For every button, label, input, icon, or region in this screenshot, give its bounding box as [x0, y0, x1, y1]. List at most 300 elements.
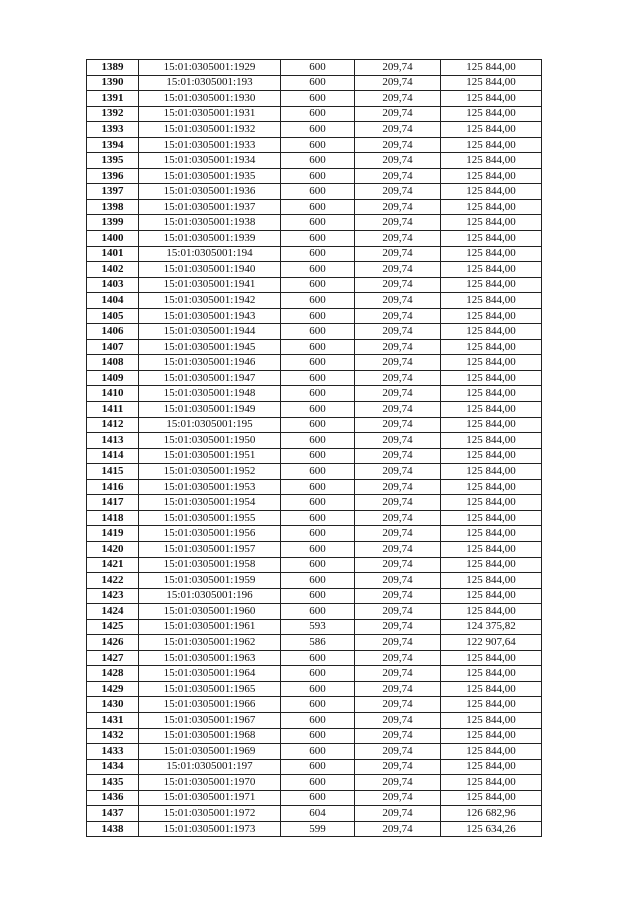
table-row — [87, 402, 542, 418]
row-number-cell: 1436 — [87, 790, 139, 806]
cadastral-number-cell: 15:01:0305001:1966 — [139, 697, 281, 713]
cadastral-number-cell: 15:01:0305001:1961 — [139, 619, 281, 635]
cadastral-number-cell: 15:01:0305001:1968 — [139, 728, 281, 744]
rate-value-cell: 209,74 — [355, 60, 441, 76]
cadastral-number-cell: 15:01:0305001:1951 — [139, 448, 281, 464]
area-value-cell: 600 — [281, 495, 355, 511]
row-number-cell: 1405 — [87, 308, 139, 324]
row-number-cell: 1412 — [87, 417, 139, 433]
cadastral-number-cell: 15:01:0305001:1937 — [139, 199, 281, 215]
table-body — [87, 60, 542, 837]
row-number-cell: 1406 — [87, 324, 139, 340]
row-number-cell: 1434 — [87, 759, 139, 775]
cost-value-cell: 125 844,00 — [441, 231, 542, 247]
cadastral-number-cell: 15:01:0305001:1932 — [139, 122, 281, 138]
rate-value-cell: 209,74 — [355, 775, 441, 791]
cost-value-cell: 125 844,00 — [441, 370, 542, 386]
rate-value-cell: 209,74 — [355, 91, 441, 107]
area-value-cell: 600 — [281, 573, 355, 589]
area-value-cell: 599 — [281, 821, 355, 837]
area-value-cell: 600 — [281, 122, 355, 138]
table-row — [87, 137, 542, 153]
area-value-cell: 600 — [281, 199, 355, 215]
cadastral-number-cell: 15:01:0305001:1949 — [139, 402, 281, 418]
area-value-cell: 600 — [281, 479, 355, 495]
row-number-cell: 1396 — [87, 168, 139, 184]
row-number-cell: 1424 — [87, 604, 139, 620]
row-number-cell: 1427 — [87, 650, 139, 666]
row-number-cell: 1407 — [87, 339, 139, 355]
land-parcel-table — [86, 59, 542, 837]
table-row — [87, 448, 542, 464]
table-row — [87, 91, 542, 107]
row-number-cell: 1438 — [87, 821, 139, 837]
cadastral-number-cell: 15:01:0305001:1934 — [139, 153, 281, 169]
cost-value-cell: 125 844,00 — [441, 122, 542, 138]
table-row — [87, 106, 542, 122]
row-number-cell: 1428 — [87, 666, 139, 682]
table-row — [87, 541, 542, 557]
rate-value-cell: 209,74 — [355, 790, 441, 806]
table-row — [87, 759, 542, 775]
row-number-cell: 1400 — [87, 231, 139, 247]
cost-value-cell: 125 844,00 — [441, 91, 542, 107]
row-number-cell: 1430 — [87, 697, 139, 713]
cadastral-number-cell: 15:01:0305001:1963 — [139, 650, 281, 666]
rate-value-cell: 209,74 — [355, 324, 441, 340]
cadastral-number-cell: 15:01:0305001:1950 — [139, 433, 281, 449]
cost-value-cell: 126 682,96 — [441, 806, 542, 822]
table-row — [87, 464, 542, 480]
cadastral-number-cell: 15:01:0305001:1965 — [139, 681, 281, 697]
area-value-cell: 586 — [281, 635, 355, 651]
row-number-cell: 1389 — [87, 60, 139, 76]
cost-value-cell: 125 844,00 — [441, 339, 542, 355]
rate-value-cell: 209,74 — [355, 464, 441, 480]
rate-value-cell: 209,74 — [355, 122, 441, 138]
cost-value-cell: 125 844,00 — [441, 759, 542, 775]
area-value-cell: 593 — [281, 619, 355, 635]
cadastral-number-cell: 15:01:0305001:195 — [139, 417, 281, 433]
row-number-cell: 1409 — [87, 370, 139, 386]
cadastral-number-cell: 15:01:0305001:1940 — [139, 262, 281, 278]
row-number-cell: 1435 — [87, 775, 139, 791]
cadastral-number-cell: 15:01:0305001:1962 — [139, 635, 281, 651]
area-value-cell: 600 — [281, 386, 355, 402]
cost-value-cell: 125 844,00 — [441, 184, 542, 200]
row-number-cell: 1420 — [87, 541, 139, 557]
cadastral-number-cell: 15:01:0305001:1957 — [139, 541, 281, 557]
cost-value-cell: 125 634,26 — [441, 821, 542, 837]
rate-value-cell: 209,74 — [355, 619, 441, 635]
area-value-cell: 600 — [281, 464, 355, 480]
rate-value-cell: 209,74 — [355, 417, 441, 433]
row-number-cell: 1391 — [87, 91, 139, 107]
area-value-cell: 600 — [281, 417, 355, 433]
cost-value-cell: 125 844,00 — [441, 215, 542, 231]
area-value-cell: 600 — [281, 433, 355, 449]
area-value-cell: 600 — [281, 526, 355, 542]
row-number-cell: 1418 — [87, 510, 139, 526]
row-number-cell: 1402 — [87, 262, 139, 278]
area-value-cell: 600 — [281, 308, 355, 324]
rate-value-cell: 209,74 — [355, 262, 441, 278]
rate-value-cell: 209,74 — [355, 635, 441, 651]
cost-value-cell: 125 844,00 — [441, 262, 542, 278]
cost-value-cell: 125 844,00 — [441, 153, 542, 169]
cost-value-cell: 125 844,00 — [441, 448, 542, 464]
table-row — [87, 712, 542, 728]
table-row — [87, 215, 542, 231]
rate-value-cell: 209,74 — [355, 402, 441, 418]
area-value-cell: 600 — [281, 339, 355, 355]
area-value-cell: 600 — [281, 75, 355, 91]
row-number-cell: 1414 — [87, 448, 139, 464]
cost-value-cell: 125 844,00 — [441, 246, 542, 262]
cadastral-number-cell: 15:01:0305001:1959 — [139, 573, 281, 589]
table-row — [87, 495, 542, 511]
rate-value-cell: 209,74 — [355, 479, 441, 495]
row-number-cell: 1410 — [87, 386, 139, 402]
table-row — [87, 526, 542, 542]
rate-value-cell: 209,74 — [355, 277, 441, 293]
cadastral-number-cell: 15:01:0305001:1944 — [139, 324, 281, 340]
table-row — [87, 386, 542, 402]
rate-value-cell: 209,74 — [355, 759, 441, 775]
row-number-cell: 1419 — [87, 526, 139, 542]
cost-value-cell: 125 844,00 — [441, 106, 542, 122]
cost-value-cell: 125 844,00 — [441, 588, 542, 604]
cadastral-number-cell: 15:01:0305001:197 — [139, 759, 281, 775]
table-row — [87, 728, 542, 744]
cadastral-number-cell: 15:01:0305001:1960 — [139, 604, 281, 620]
rate-value-cell: 209,74 — [355, 728, 441, 744]
cadastral-number-cell: 15:01:0305001:1943 — [139, 308, 281, 324]
table-row — [87, 479, 542, 495]
cadastral-number-cell: 15:01:0305001:193 — [139, 75, 281, 91]
area-value-cell: 600 — [281, 666, 355, 682]
cost-value-cell: 125 844,00 — [441, 510, 542, 526]
cadastral-number-cell: 15:01:0305001:1972 — [139, 806, 281, 822]
row-number-cell: 1416 — [87, 479, 139, 495]
row-number-cell: 1415 — [87, 464, 139, 480]
cost-value-cell: 124 375,82 — [441, 619, 542, 635]
row-number-cell: 1393 — [87, 122, 139, 138]
cost-value-cell: 125 844,00 — [441, 681, 542, 697]
table-row — [87, 573, 542, 589]
area-value-cell: 600 — [281, 744, 355, 760]
rate-value-cell: 209,74 — [355, 386, 441, 402]
rate-value-cell: 209,74 — [355, 106, 441, 122]
cadastral-number-cell: 15:01:0305001:1967 — [139, 712, 281, 728]
cost-value-cell: 125 844,00 — [441, 604, 542, 620]
area-value-cell: 600 — [281, 277, 355, 293]
rate-value-cell: 209,74 — [355, 712, 441, 728]
table-row — [87, 433, 542, 449]
row-number-cell: 1397 — [87, 184, 139, 200]
cost-value-cell: 125 844,00 — [441, 464, 542, 480]
rate-value-cell: 209,74 — [355, 806, 441, 822]
cadastral-number-cell: 15:01:0305001:1936 — [139, 184, 281, 200]
table-row — [87, 293, 542, 309]
rate-value-cell: 209,74 — [355, 821, 441, 837]
cost-value-cell: 125 844,00 — [441, 137, 542, 153]
table-row — [87, 821, 542, 837]
cadastral-number-cell: 15:01:0305001:1964 — [139, 666, 281, 682]
cadastral-number-cell: 15:01:0305001:194 — [139, 246, 281, 262]
area-value-cell: 600 — [281, 355, 355, 371]
area-value-cell: 600 — [281, 168, 355, 184]
row-number-cell: 1426 — [87, 635, 139, 651]
cost-value-cell: 122 907,64 — [441, 635, 542, 651]
rate-value-cell: 209,74 — [355, 308, 441, 324]
cadastral-number-cell: 15:01:0305001:1971 — [139, 790, 281, 806]
table-row — [87, 184, 542, 200]
row-number-cell: 1401 — [87, 246, 139, 262]
row-number-cell: 1411 — [87, 402, 139, 418]
rate-value-cell: 209,74 — [355, 199, 441, 215]
table-row — [87, 697, 542, 713]
rate-value-cell: 209,74 — [355, 339, 441, 355]
area-value-cell: 600 — [281, 402, 355, 418]
rate-value-cell: 209,74 — [355, 355, 441, 371]
cost-value-cell: 125 844,00 — [441, 199, 542, 215]
area-value-cell: 600 — [281, 448, 355, 464]
row-number-cell: 1395 — [87, 153, 139, 169]
cadastral-number-cell: 15:01:0305001:196 — [139, 588, 281, 604]
cadastral-number-cell: 15:01:0305001:1942 — [139, 293, 281, 309]
rate-value-cell: 209,74 — [355, 293, 441, 309]
cadastral-number-cell: 15:01:0305001:1946 — [139, 355, 281, 371]
rate-value-cell: 209,74 — [355, 681, 441, 697]
area-value-cell: 600 — [281, 293, 355, 309]
cost-value-cell: 125 844,00 — [441, 433, 542, 449]
table-row — [87, 604, 542, 620]
rate-value-cell: 209,74 — [355, 650, 441, 666]
cost-value-cell: 125 844,00 — [441, 790, 542, 806]
cost-value-cell: 125 844,00 — [441, 697, 542, 713]
rate-value-cell: 209,74 — [355, 666, 441, 682]
area-value-cell: 600 — [281, 650, 355, 666]
area-value-cell: 600 — [281, 370, 355, 386]
cost-value-cell: 125 844,00 — [441, 168, 542, 184]
row-number-cell: 1408 — [87, 355, 139, 371]
cadastral-number-cell: 15:01:0305001:1935 — [139, 168, 281, 184]
area-value-cell: 600 — [281, 510, 355, 526]
row-number-cell: 1398 — [87, 199, 139, 215]
rate-value-cell: 209,74 — [355, 573, 441, 589]
cadastral-number-cell: 15:01:0305001:1930 — [139, 91, 281, 107]
rate-value-cell: 209,74 — [355, 168, 441, 184]
cadastral-number-cell: 15:01:0305001:1953 — [139, 479, 281, 495]
cost-value-cell: 125 844,00 — [441, 557, 542, 573]
cadastral-number-cell: 15:01:0305001:1929 — [139, 60, 281, 76]
cost-value-cell: 125 844,00 — [441, 712, 542, 728]
area-value-cell: 600 — [281, 215, 355, 231]
cadastral-number-cell: 15:01:0305001:1945 — [139, 339, 281, 355]
rate-value-cell: 209,74 — [355, 557, 441, 573]
row-number-cell: 1421 — [87, 557, 139, 573]
area-value-cell: 600 — [281, 91, 355, 107]
cadastral-number-cell: 15:01:0305001:1931 — [139, 106, 281, 122]
cadastral-number-cell: 15:01:0305001:1956 — [139, 526, 281, 542]
area-value-cell: 600 — [281, 557, 355, 573]
cadastral-number-cell: 15:01:0305001:1973 — [139, 821, 281, 837]
rate-value-cell: 209,74 — [355, 588, 441, 604]
row-number-cell: 1432 — [87, 728, 139, 744]
rate-value-cell: 209,74 — [355, 604, 441, 620]
row-number-cell: 1433 — [87, 744, 139, 760]
area-value-cell: 600 — [281, 697, 355, 713]
table-row — [87, 588, 542, 604]
cost-value-cell: 125 844,00 — [441, 573, 542, 589]
row-number-cell: 1423 — [87, 588, 139, 604]
table-row — [87, 122, 542, 138]
rate-value-cell: 209,74 — [355, 231, 441, 247]
cost-value-cell: 125 844,00 — [441, 308, 542, 324]
table-row — [87, 417, 542, 433]
rate-value-cell: 209,74 — [355, 246, 441, 262]
area-value-cell: 600 — [281, 60, 355, 76]
row-number-cell: 1437 — [87, 806, 139, 822]
rate-value-cell: 209,74 — [355, 526, 441, 542]
rate-value-cell: 209,74 — [355, 495, 441, 511]
table-row — [87, 60, 542, 76]
table-row — [87, 635, 542, 651]
cost-value-cell: 125 844,00 — [441, 526, 542, 542]
cost-value-cell: 125 844,00 — [441, 417, 542, 433]
table-row — [87, 370, 542, 386]
table-row — [87, 557, 542, 573]
cadastral-number-cell: 15:01:0305001:1941 — [139, 277, 281, 293]
rate-value-cell: 209,74 — [355, 744, 441, 760]
cost-value-cell: 125 844,00 — [441, 650, 542, 666]
cadastral-number-cell: 15:01:0305001:1954 — [139, 495, 281, 511]
cost-value-cell: 125 844,00 — [441, 386, 542, 402]
cadastral-number-cell: 15:01:0305001:1939 — [139, 231, 281, 247]
row-number-cell: 1394 — [87, 137, 139, 153]
cadastral-number-cell: 15:01:0305001:1947 — [139, 370, 281, 386]
table-row — [87, 75, 542, 91]
cost-value-cell: 125 844,00 — [441, 75, 542, 91]
row-number-cell: 1429 — [87, 681, 139, 697]
row-number-cell: 1422 — [87, 573, 139, 589]
table-row — [87, 262, 542, 278]
row-number-cell: 1417 — [87, 495, 139, 511]
cost-value-cell: 125 844,00 — [441, 402, 542, 418]
table-row — [87, 650, 542, 666]
row-number-cell: 1425 — [87, 619, 139, 635]
table-row — [87, 619, 542, 635]
table-row — [87, 153, 542, 169]
area-value-cell: 600 — [281, 728, 355, 744]
cadastral-number-cell: 15:01:0305001:1952 — [139, 464, 281, 480]
table-row — [87, 277, 542, 293]
table-row — [87, 246, 542, 262]
table-row — [87, 510, 542, 526]
area-value-cell: 600 — [281, 790, 355, 806]
table-row — [87, 744, 542, 760]
row-number-cell: 1392 — [87, 106, 139, 122]
cost-value-cell: 125 844,00 — [441, 479, 542, 495]
cost-value-cell: 125 844,00 — [441, 324, 542, 340]
rate-value-cell: 209,74 — [355, 541, 441, 557]
area-value-cell: 600 — [281, 541, 355, 557]
cadastral-number-cell: 15:01:0305001:1938 — [139, 215, 281, 231]
cadastral-number-cell: 15:01:0305001:1933 — [139, 137, 281, 153]
table-row — [87, 775, 542, 791]
table-row — [87, 199, 542, 215]
table-row — [87, 790, 542, 806]
row-number-cell: 1403 — [87, 277, 139, 293]
cadastral-number-cell: 15:01:0305001:1970 — [139, 775, 281, 791]
cadastral-number-cell: 15:01:0305001:1969 — [139, 744, 281, 760]
table-row — [87, 231, 542, 247]
rate-value-cell: 209,74 — [355, 448, 441, 464]
cost-value-cell: 125 844,00 — [441, 728, 542, 744]
area-value-cell: 600 — [281, 246, 355, 262]
area-value-cell: 600 — [281, 712, 355, 728]
rate-value-cell: 209,74 — [355, 697, 441, 713]
area-value-cell: 600 — [281, 324, 355, 340]
cost-value-cell: 125 844,00 — [441, 744, 542, 760]
rate-value-cell: 209,74 — [355, 433, 441, 449]
cadastral-number-cell: 15:01:0305001:1958 — [139, 557, 281, 573]
area-value-cell: 600 — [281, 681, 355, 697]
table-row — [87, 324, 542, 340]
row-number-cell: 1431 — [87, 712, 139, 728]
area-value-cell: 600 — [281, 759, 355, 775]
cost-value-cell: 125 844,00 — [441, 60, 542, 76]
area-value-cell: 600 — [281, 137, 355, 153]
area-value-cell: 600 — [281, 262, 355, 278]
area-value-cell: 604 — [281, 806, 355, 822]
cost-value-cell: 125 844,00 — [441, 355, 542, 371]
table-row — [87, 806, 542, 822]
row-number-cell: 1399 — [87, 215, 139, 231]
cost-value-cell: 125 844,00 — [441, 495, 542, 511]
row-number-cell: 1404 — [87, 293, 139, 309]
area-value-cell: 600 — [281, 106, 355, 122]
area-value-cell: 600 — [281, 231, 355, 247]
table-row — [87, 681, 542, 697]
rate-value-cell: 209,74 — [355, 153, 441, 169]
cadastral-number-cell: 15:01:0305001:1948 — [139, 386, 281, 402]
row-number-cell: 1413 — [87, 433, 139, 449]
rate-value-cell: 209,74 — [355, 184, 441, 200]
cost-value-cell: 125 844,00 — [441, 666, 542, 682]
rate-value-cell: 209,74 — [355, 215, 441, 231]
cost-value-cell: 125 844,00 — [441, 277, 542, 293]
rate-value-cell: 209,74 — [355, 137, 441, 153]
area-value-cell: 600 — [281, 588, 355, 604]
table-row — [87, 168, 542, 184]
cost-value-cell: 125 844,00 — [441, 293, 542, 309]
area-value-cell: 600 — [281, 184, 355, 200]
rate-value-cell: 209,74 — [355, 370, 441, 386]
cost-value-cell: 125 844,00 — [441, 541, 542, 557]
rate-value-cell: 209,74 — [355, 75, 441, 91]
cadastral-number-cell: 15:01:0305001:1955 — [139, 510, 281, 526]
table-row — [87, 355, 542, 371]
table-row — [87, 308, 542, 324]
area-value-cell: 600 — [281, 775, 355, 791]
table-row — [87, 339, 542, 355]
table-row — [87, 666, 542, 682]
cost-value-cell: 125 844,00 — [441, 775, 542, 791]
area-value-cell: 600 — [281, 153, 355, 169]
rate-value-cell: 209,74 — [355, 510, 441, 526]
